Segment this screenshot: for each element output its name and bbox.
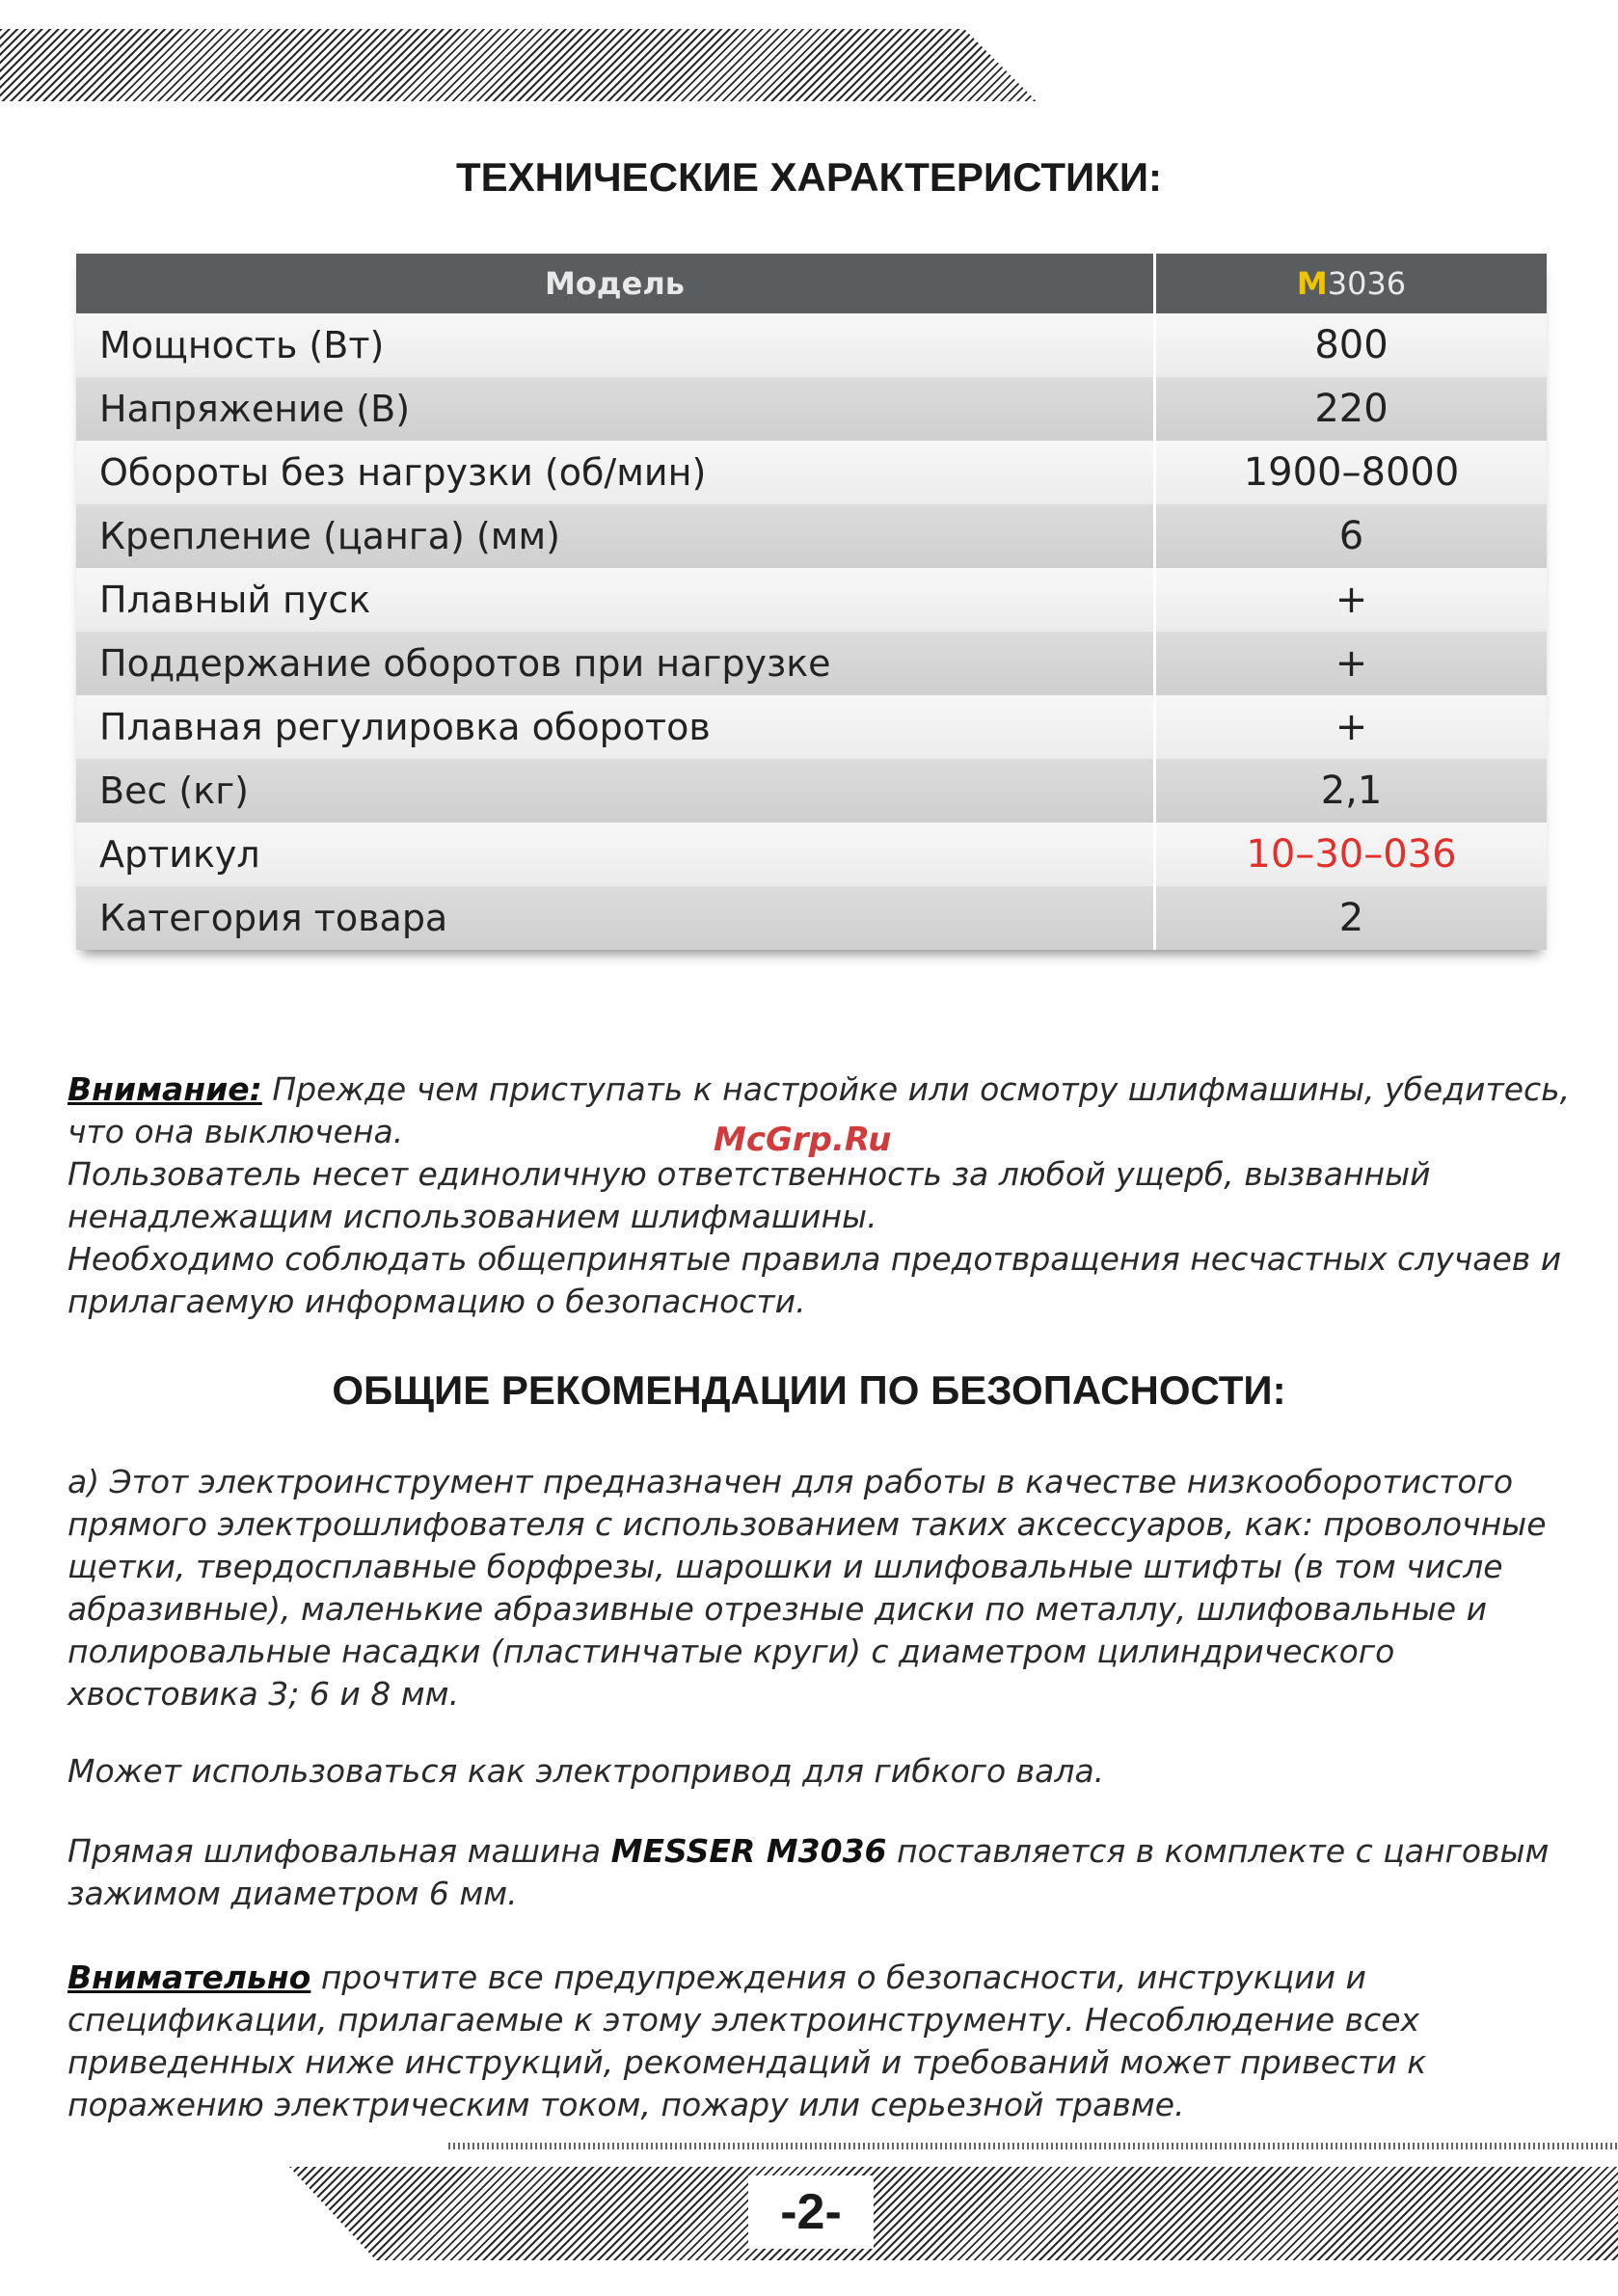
table-row: [76, 568, 1547, 632]
table-row: [76, 695, 1547, 759]
param-label: Артикул: [76, 823, 1155, 886]
safety-heading: ОБЩИЕ РЕКОМЕНДАЦИИ ПО БЕЗОПАСНОСТИ:: [332, 1367, 1286, 1413]
param-value: 1900–8000: [1155, 441, 1548, 504]
specs-heading: ТЕХНИЧЕСКИЕ ХАРАКТЕРИСТИКИ:: [455, 154, 1163, 200]
flexible-shaft-paragraph: Может использоваться как электропривод для гибкого вала.: [67, 1752, 1105, 1790]
page-number: -2-: [748, 2175, 874, 2249]
table-row: [76, 759, 1547, 823]
responsibility-paragraph: Пользователь несет единоличную ответственность за любой ущерб, вызванный ненадлежащим использованием шлифмашины.: [67, 1155, 1431, 1235]
package-text-start: Прямая шлифовальная машина: [67, 1832, 611, 1870]
read-instructions-paragraph: [67, 1957, 1572, 2126]
param-label: Вес (кг): [76, 759, 1155, 823]
param-label: Плавный пуск: [76, 568, 1155, 632]
read-instructions-text: прочтите все предупреждения о безопасности, инструкции и спецификации, прилагаемые к этому электроинструменту. Несоблюдение всех приведенных ниже инструкций, рекомендаций и требований может привести к поражению электрическим током, пожару или серьезной травме.: [67, 1958, 1427, 2123]
param-value: +: [1155, 632, 1548, 695]
accident-prevention-paragraph: Необходимо соблюдать общепринятые правила предотвращения несчастных случаев и прилагаемую информацию о безопасности.: [67, 1240, 1562, 1320]
param-value: 2,1: [1155, 759, 1548, 823]
param-value: +: [1155, 568, 1548, 632]
table-row: [76, 886, 1547, 950]
param-value: 220: [1155, 377, 1548, 441]
param-label: Поддержание оборотов при нагрузке: [76, 632, 1155, 695]
table-row: [76, 441, 1547, 504]
package-paragraph: [67, 1830, 1572, 1915]
warning-lead: Внимание:: [67, 1070, 262, 1108]
param-label: Крепление (цанга) (мм): [76, 504, 1155, 568]
param-label: Плавная регулировка оборотов: [76, 695, 1155, 759]
param-label: Мощность (Вт): [76, 313, 1155, 377]
table-row: [76, 313, 1547, 377]
param-value: 6: [1155, 504, 1548, 568]
watermark: McGrp.Ru: [714, 1121, 892, 1159]
column-header-model: Модель: [76, 254, 1155, 313]
param-label: Категория товара: [76, 886, 1155, 950]
purpose-paragraph: а) Этот электроинструмент предназначен для работы в качестве низкооборотистого прямого электрошлифователя с использованием таких аксессуаров, как: проволочные щетки, твердосплавные борфрезы, шарошки и шлифовальные штифты (в том числе абразивные), маленькие абразивные отрезные диски по металлу, шлифовальные и полировальные насадки (пластинчатые круги) с диаметром цилиндрического хвостовика 3; 6 и 8 мм.: [67, 1463, 1547, 1713]
table-header-row: [76, 254, 1547, 313]
bottom-decorative-band: [289, 2167, 1618, 2260]
param-value: +: [1155, 695, 1548, 759]
top-decorative-band: [0, 29, 1037, 101]
param-value: 2: [1155, 886, 1548, 950]
param-label: Напряжение (В): [76, 377, 1155, 441]
table-row: [76, 632, 1547, 695]
param-value: 800: [1155, 313, 1548, 377]
param-label: Обороты без нагрузки (об/мин): [76, 441, 1155, 504]
footer-dotted-line: [448, 2143, 1618, 2149]
read-instructions-lead: Внимательно: [67, 1958, 311, 1996]
package-text-end: поставляется в комплекте с цанговым зажимом диаметром 6 мм.: [67, 1832, 1550, 1912]
table-row: [76, 504, 1547, 568]
model-number: 3036: [1327, 265, 1407, 302]
table-row: [76, 823, 1547, 886]
model-prefix: M: [1296, 265, 1328, 302]
warning-text: Прежде чем приступать к настройке или осмотру шлифмашины, убедитесь, что она выключена.: [67, 1070, 1571, 1150]
column-header-model-name: [1155, 254, 1548, 313]
product-name: MESSER M3036: [610, 1832, 887, 1870]
article-value: 10–30–036: [1155, 823, 1548, 886]
table-row: [76, 377, 1547, 441]
specs-table: [76, 254, 1547, 950]
